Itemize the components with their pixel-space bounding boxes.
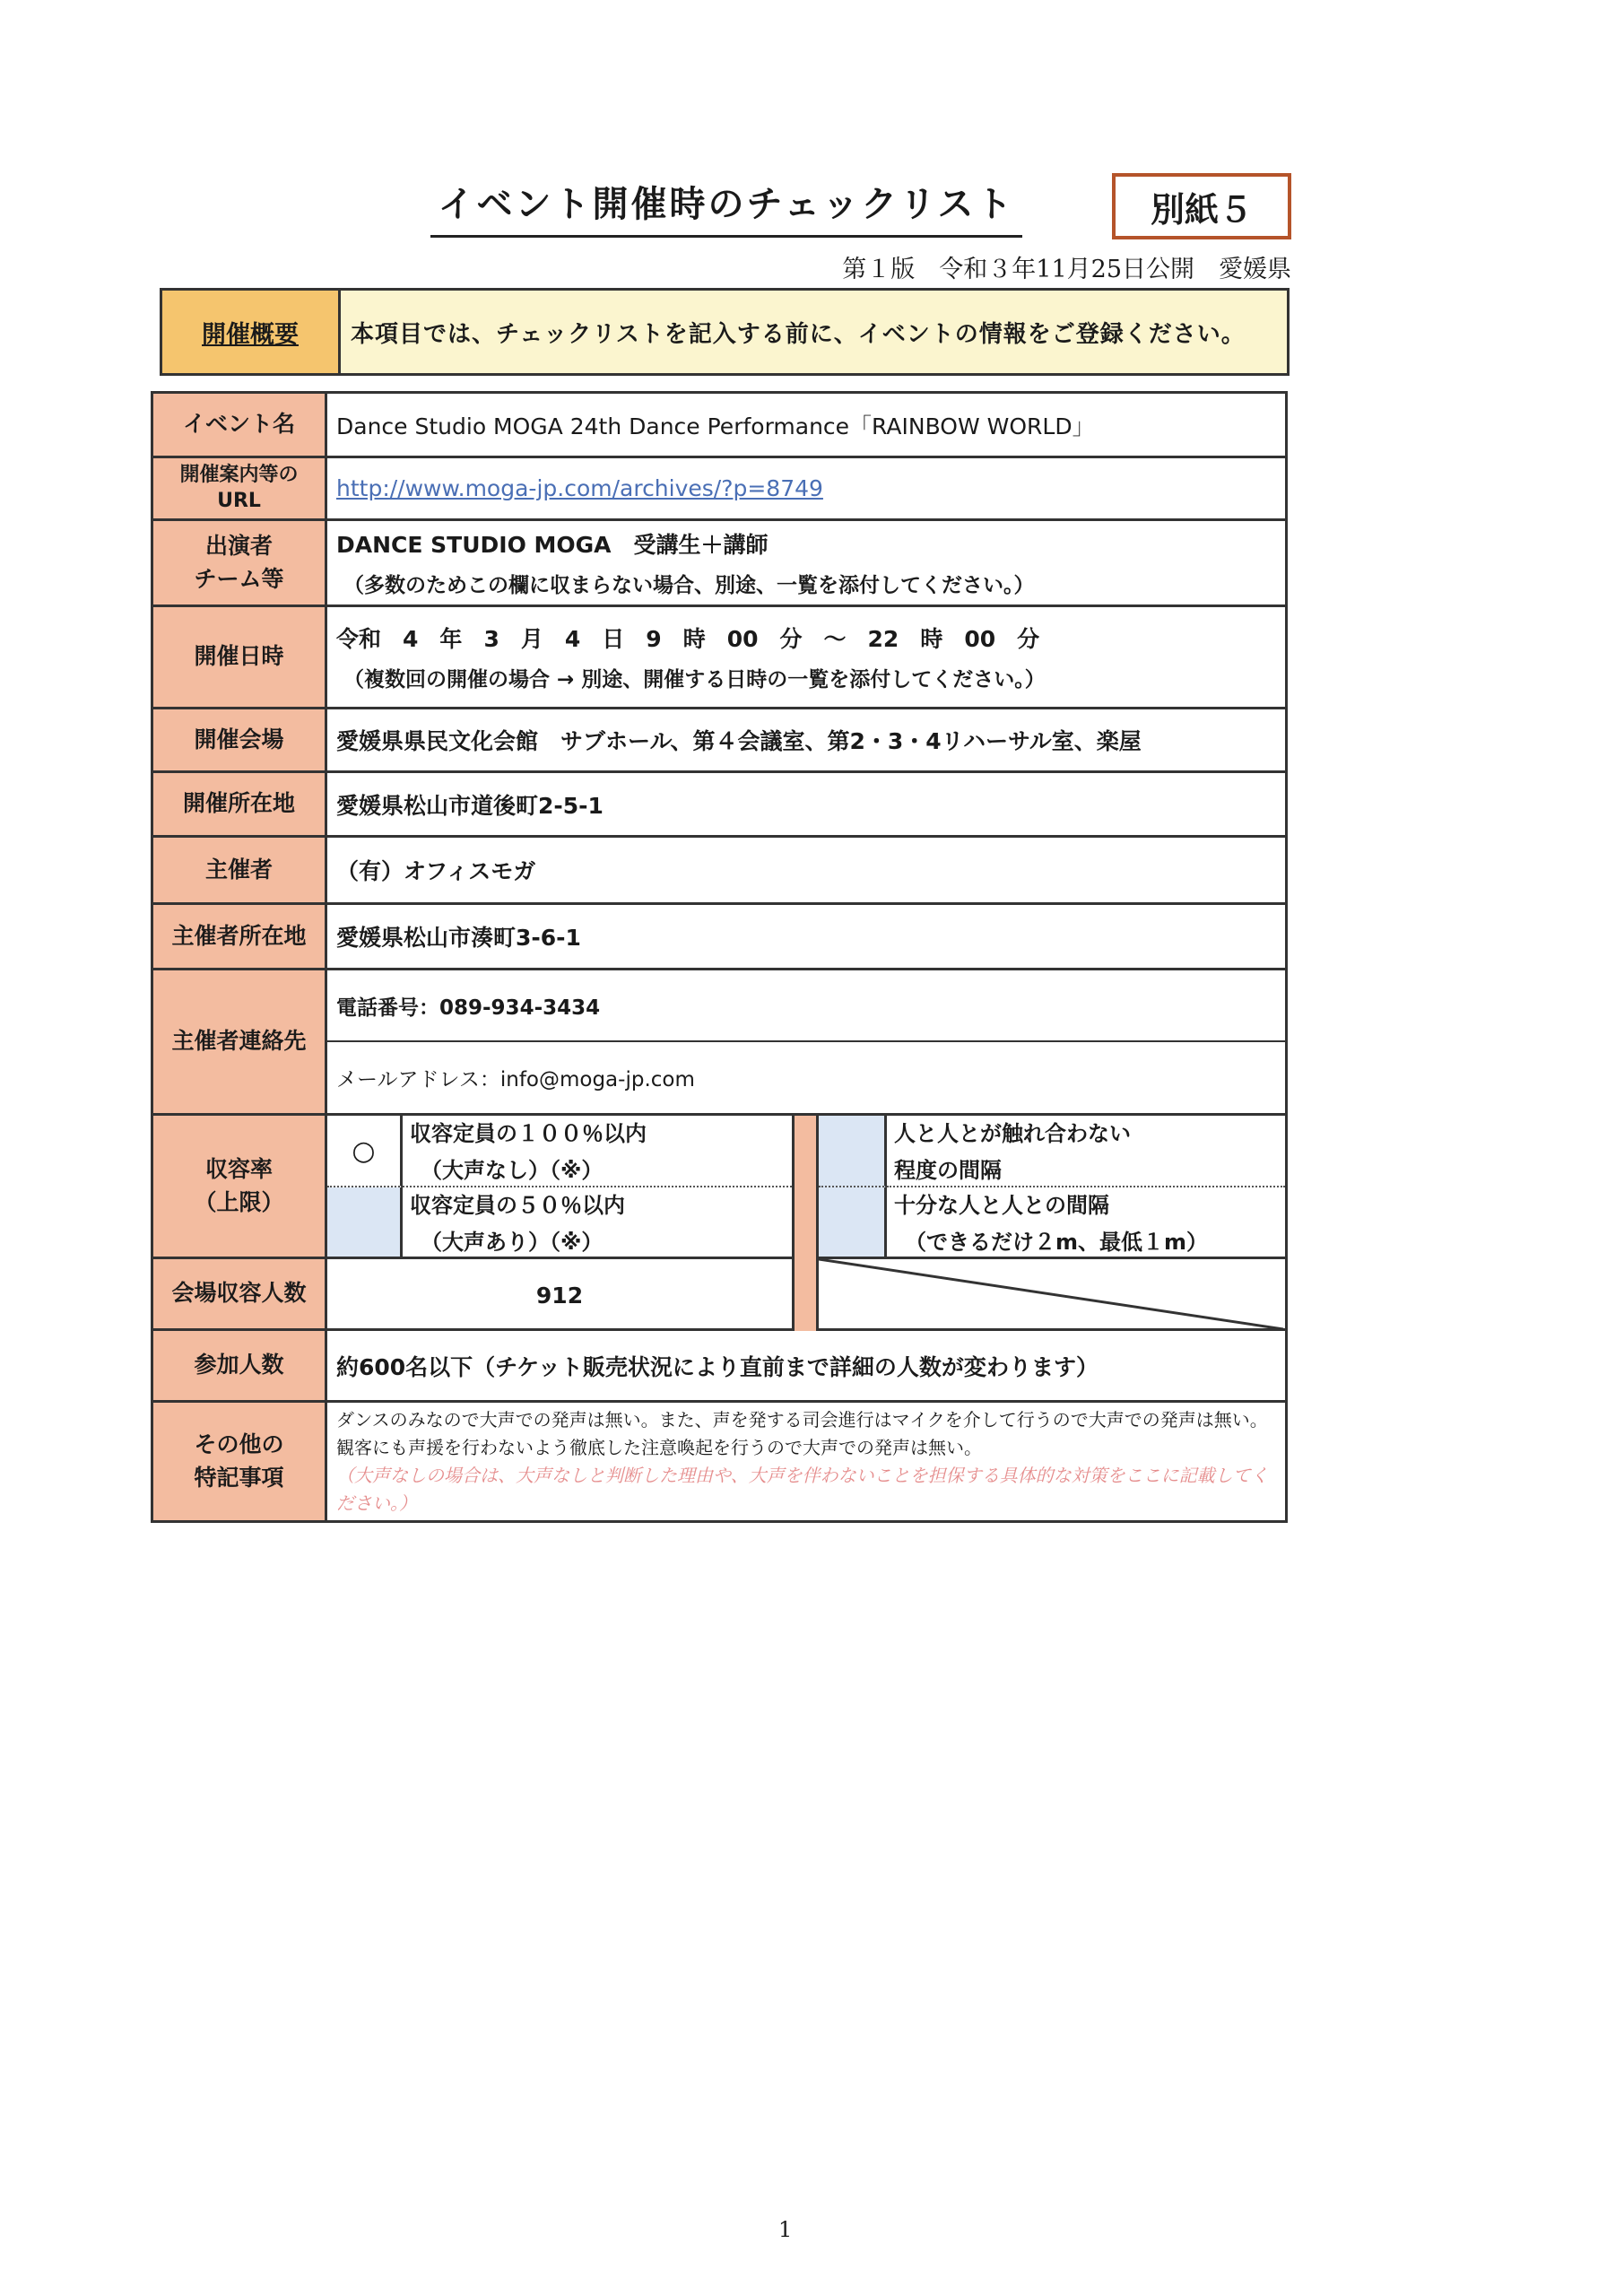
datetime-value: 令和 4 年 3 月 4 日 9 時 00 分 ～ 22 時 00 分 （複数回の開催の場合 → 別途、開催する日時の一覧を添付してください。） — [327, 607, 1285, 709]
capacity-divider — [792, 1116, 819, 1331]
venue-address-label: 開催所在地 — [153, 773, 327, 838]
organizer-value: （有）オフィスモガ — [327, 838, 1285, 905]
diagonal-strike — [819, 1259, 1285, 1331]
venue-capacity-label: 会場収容人数 — [153, 1259, 327, 1331]
attachment-number: 別紙５ — [1112, 173, 1291, 239]
spacing-touch-option: 人と人とが触れ合わない 程度の間隔 — [887, 1116, 1285, 1187]
other-notes-value: ダンスのみなので大声での発声は無い。また、声を発する司会進行はマイクを介して行うので大声での発声は無い。観客にも声援を行わないよう徹底した注意喚起を行うので大声での発声は無い。 （大声なしの場合は、大声なしと判断した理由や、大声を伴わないことを担保する具体的な対策をここに記載してください。） — [327, 1403, 1285, 1520]
datetime-label: 開催日時 — [153, 607, 327, 709]
capacity-100-option: 収容定員の１００％以内 （大声なし）（※） — [403, 1116, 792, 1187]
checklist-table — [151, 391, 1288, 1523]
other-notes-label: その他の 特記事項 — [153, 1403, 327, 1520]
page-number: 1 — [778, 2217, 793, 2242]
other-notes-hint: （大声なしの場合は、大声なしと判断した理由や、大声を伴わないことを担保する具体的な対策をここに記載してください。） — [336, 1465, 1269, 1514]
contact-email: メールアドレス：info@moga-jp.com — [327, 1042, 1285, 1116]
capacity-100-check[interactable]: ○ — [327, 1116, 403, 1187]
organizer-label: 主催者 — [153, 838, 327, 905]
organizer-address-value: 愛媛県松山市湊町3-6-1 — [327, 905, 1285, 970]
contact-label: 主催者連絡先 — [153, 970, 327, 1116]
page-title: イベント開催時のチェックリスト — [430, 178, 1022, 238]
organizer-address-label: 主催者所在地 — [153, 905, 327, 970]
contact-phone: 電話番号：089-934-3434 — [327, 970, 1285, 1042]
participants-value: 約600名以下（チケット販売状況により直前まで詳細の人数が変わります） — [327, 1331, 1285, 1403]
edition-line: 第１版 令和３年11月25日公開 愛媛県 — [842, 256, 1291, 283]
venue-label: 開催会場 — [153, 709, 327, 773]
url-value[interactable] — [327, 458, 1285, 521]
datetime-parts: 令和 4 年 3 月 4 日 9 時 00 分 ～ 22 時 00 分 — [336, 626, 1040, 652]
venue-address-value: 愛媛県松山市道後町2-5-1 — [327, 773, 1285, 838]
spacing-distance-check[interactable] — [819, 1187, 887, 1259]
venue-capacity-value: 912 — [535, 1282, 584, 1309]
capacity-50-check[interactable] — [327, 1187, 403, 1259]
overview-label: 開催概要 — [162, 291, 341, 373]
event-url-link[interactable]: http://www.moga-jp.com/archives/?p=8749 — [336, 475, 823, 501]
url-label: 開催案内等の URL — [153, 458, 327, 521]
event-name-value: Dance Studio MOGA 24th Dance Performance「RAINBOW WORLD」 — [327, 394, 1285, 458]
event-name-label: イベント名 — [153, 394, 327, 458]
participants-label: 参加人数 — [153, 1331, 327, 1403]
venue-value: 愛媛県県民文化会館 サブホール、第４会議室、第2・3・4リハーサル室、楽屋 — [327, 709, 1285, 773]
performers-value: DANCE STUDIO MOGA 受講生＋講師 （多数のためこの欄に収まらない場合、別途、一覧を添付してください。） — [327, 521, 1285, 607]
capacity-50-option: 収容定員の５０％以内 （大声あり）（※） — [403, 1187, 792, 1259]
performers-label: 出演者 チーム等 — [153, 521, 327, 607]
spacing-distance-option: 十分な人と人との間隔 （できるだけ２m、最低１m） — [887, 1187, 1285, 1259]
overview-text: 本項目では、チェックリストを記入する前に、イベントの情報をご登録ください。 — [351, 320, 1246, 348]
spacing-touch-check[interactable] — [819, 1116, 887, 1187]
capacity-label: 収容率 （上限） — [153, 1116, 327, 1259]
overview-box — [160, 288, 1290, 376]
